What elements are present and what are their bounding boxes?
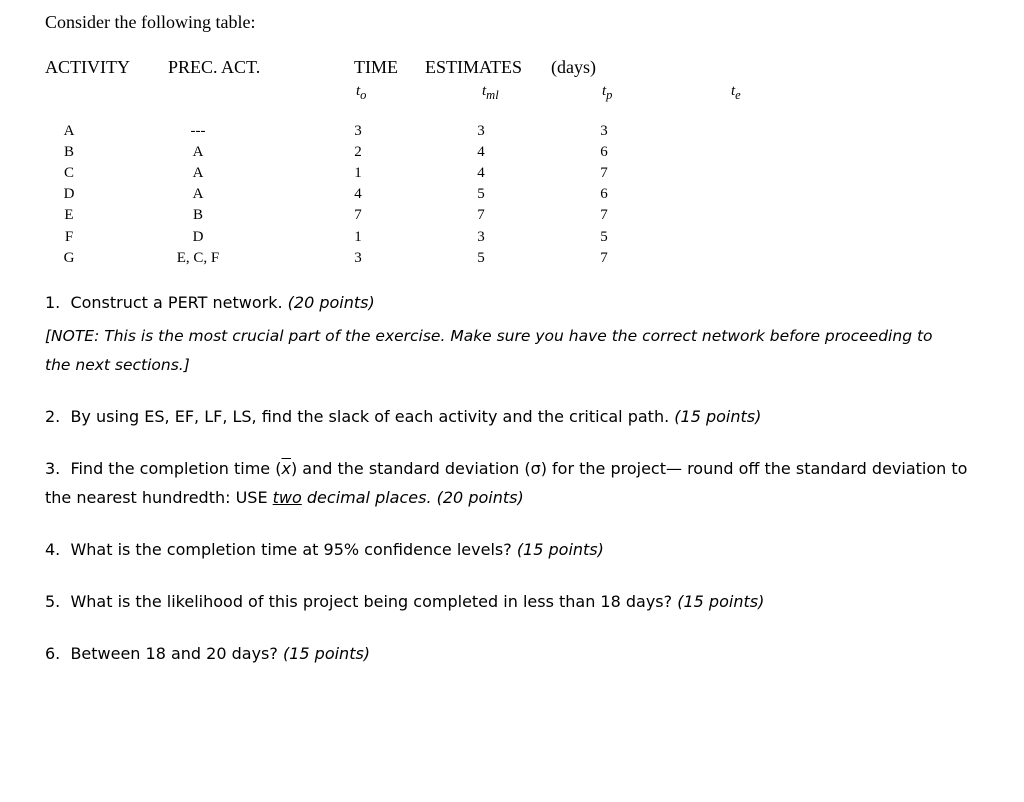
header-prec-act: PREC. ACT. (168, 57, 261, 77)
cell-tml: 4 (477, 144, 485, 160)
header-time: TIME (354, 57, 398, 77)
question-6: 6. Between 18 and 20 days? (15 points) (45, 644, 371, 663)
cell-tp: 7 (600, 207, 608, 223)
cell-tml: 5 (477, 186, 485, 202)
cell-tml: 7 (477, 207, 485, 223)
cell-prec: D (192, 229, 204, 245)
cell-activity: E (64, 207, 74, 223)
cell-activity: D (63, 186, 75, 202)
cell-tml: 3 (477, 123, 485, 139)
cell-to: 1 (354, 165, 362, 181)
cell-tml: 5 (477, 250, 485, 266)
subheader-tp: $t_p$ (602, 83, 613, 102)
note-line-1: [NOTE: This is the most crucial part of the exercise. Make sure you have the correct network before proceeding to (45, 327, 933, 345)
header-estimates: ESTIMATES (425, 57, 523, 77)
cell-prec: B (192, 207, 203, 223)
cell-tp: 3 (600, 123, 608, 139)
cell-to: 4 (354, 186, 362, 202)
cell-tp: 6 (600, 186, 608, 202)
subheader-tml: $t_{ml}$ (482, 83, 499, 102)
question-3: 3. Find the completion time $(\overline{x})$ and the standard deviation (σ) for the project— round off the standard deviation to (45, 459, 968, 478)
cell-activity: G (63, 250, 75, 266)
subheader-te: $t_e$ (731, 83, 741, 102)
cell-tp: 7 (600, 250, 608, 266)
x-bar-symbol: $\overline{x}$ (281, 459, 291, 478)
cell-prec: A (192, 186, 204, 202)
cell-tml: 3 (477, 229, 485, 245)
intro-text: Consider the following table: (45, 12, 256, 32)
question-1: 1. Construct a PERT network. (20 points) (45, 293, 375, 312)
note-line-2: the next sections.] (45, 356, 190, 374)
cell-to: 3 (354, 250, 362, 266)
cell-to: 7 (354, 207, 362, 223)
cell-tp: 7 (600, 165, 608, 181)
cell-prec: A (192, 144, 204, 160)
header-activity: ACTIVITY (45, 57, 130, 77)
cell-tml: 4 (477, 165, 485, 181)
question-5: 5. What is the likelihood of this project being completed in less than 18 days? (15 points) (45, 592, 765, 611)
cell-tp: 6 (600, 144, 608, 160)
subheader-to: $t_o$ (356, 83, 367, 102)
cell-tp: 5 (600, 229, 608, 245)
cell-prec: --- (190, 123, 206, 139)
cell-prec: A (192, 165, 204, 181)
cell-prec: E, C, F (176, 250, 220, 266)
question-2: 2. By using ES, EF, LF, LS, find the slack of each activity and the critical path. (15 points) (45, 407, 762, 426)
cell-activity: A (63, 123, 75, 139)
cell-to: 1 (354, 229, 362, 245)
cell-to: 2 (354, 144, 362, 160)
cell-activity: F (64, 229, 74, 245)
cell-activity: B (63, 144, 74, 160)
cell-activity: C (63, 165, 74, 181)
question-3-line-2: the nearest hundredth: USE two decimal places. (20 points) (45, 488, 524, 507)
header-days: (days) (551, 57, 596, 77)
question-4: 4. What is the completion time at 95% confidence levels? (15 points) (45, 540, 604, 559)
cell-to: 3 (354, 123, 362, 139)
